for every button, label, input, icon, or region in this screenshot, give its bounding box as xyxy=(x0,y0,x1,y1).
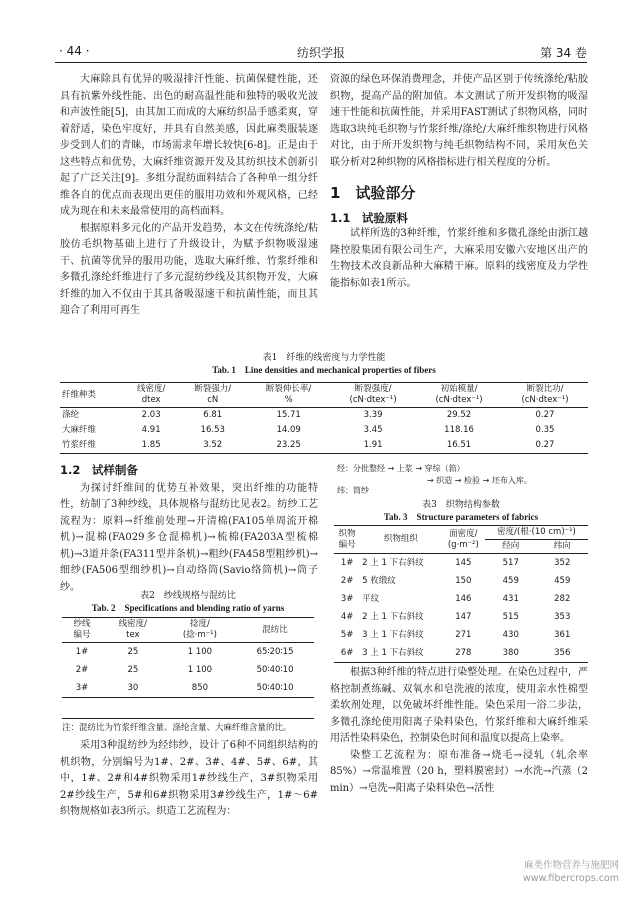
table1-caption: 表1 纤维的线密度与力学性能 Tab. 1 Line densities and mechanical properties of fibers xyxy=(212,353,436,375)
table-cell: 282 xyxy=(554,594,571,604)
table-row xyxy=(62,661,314,679)
t3-col-warp: 经向 xyxy=(485,540,536,554)
table-cell: 0.27 xyxy=(535,410,555,420)
table-cell: 2 上 1 下右斜纹 xyxy=(362,558,424,568)
t2-header-2: 捻度/ (捻·m⁻¹) xyxy=(164,618,236,643)
table-cell: 2# xyxy=(340,576,354,586)
table-cell: 145 xyxy=(455,558,472,568)
table-cell: 3.52 xyxy=(203,440,223,450)
table-cell: 271 xyxy=(455,630,472,640)
t1-header-0: 纤维种类 xyxy=(60,383,124,408)
table-cell: 356 xyxy=(554,648,571,658)
paragraph: 采用3种混纺纱为经纬纱，设计了6种不同组织结构的机织物，分别编号为1#、2#、3#、4#、5#、6#，其中，1#、2#和4#织物采用1#纱线生产，3#织物采用2#纱线生产，5#和6#织物采用3#纱线生产，1#～6#织物规格如表3所示。织造工艺流程为： xyxy=(60,740,318,817)
table-row xyxy=(334,590,588,608)
t2-header-0: 纱线 编号 xyxy=(62,618,102,643)
table-cell: 29.52 xyxy=(446,410,472,420)
table-row xyxy=(60,408,588,424)
volume-label: 第 34 卷 xyxy=(540,46,587,60)
table-cell: 25 xyxy=(127,665,139,675)
table-cell: 147 xyxy=(455,612,472,622)
t3-col-weft: 纬向 xyxy=(536,540,588,554)
t1-header-6: 断裂比功/ (cN·dtex⁻¹) xyxy=(502,383,588,408)
t2-header-1: 线密度/ tex xyxy=(102,618,164,643)
table-cell: 4# xyxy=(340,612,354,622)
table-row xyxy=(334,572,588,590)
journal-name: 纺织学报 xyxy=(296,46,345,60)
flow-main: → 织造 → 检验 → 坯布入库。 xyxy=(427,476,532,485)
table-cell: 23.25 xyxy=(276,440,301,450)
table-cell: 3# xyxy=(340,594,354,604)
table-cell: 3# xyxy=(75,683,89,693)
paragraph: 为探讨纤维间的优势互补效果，突出纤维的功能特性，纺制了3种纱线，具体规格与混纺比见表2。纺纱工艺流程为：原料→纤维前处理→开清棉(FA105单周流开棉机)→混棉(FA029多仓混棉机)→梳棉(FA203A型梳棉机)→3道并条(FA311型并条机)→粗纱(FA458型粗纱机)→细纱(FA506型细纱机)→自动络筒(Savio络筒机)→筒子纱。 xyxy=(60,482,318,593)
table-cell: 16.51 xyxy=(446,440,472,450)
paragraph: 资源的绿色环保消费理念，并使产品区别于传统涤纶/粘胶织物，提高产品的附加值。本文测试了所开发织物的吸湿速干性能和抗菌性能，并采用FAST测试了织物风格，同时选取3块纯毛织物与竹浆纤维/涤纶/大麻纤维织物进行风格对比，由于所开发织物与纯毛织物结构不同，采用灰色关联分析对2种织物的风格指标进行相关程度的分析。 xyxy=(330,74,588,168)
table-cell: 竹浆纤维 xyxy=(62,440,97,450)
table-cell: 16.53 xyxy=(200,425,225,435)
table-cell: 65∶20∶15 xyxy=(256,647,294,657)
flow-warp: 经：分批整经 → 上浆 → 穿综（筘） xyxy=(337,464,465,473)
table-cell: 涤纶 xyxy=(62,410,80,420)
table-cell: 380 xyxy=(502,648,519,658)
table2-note: 注：混纺比为竹浆纤维含量、涤纶含量、大麻纤维含量的比。 xyxy=(62,718,314,733)
table-cell: 大麻纤维 xyxy=(62,425,97,435)
table-cell: 3 上 1 下右斜纹 xyxy=(362,648,424,658)
subsection-heading: 1.1 试验原料 xyxy=(330,210,408,225)
paragraph: 染整工艺流程为：原布准备→烧毛→浸轧（轧余率85%）→常温堆置（20 h，塑料膜密封）→水洗→汽蒸（2 min）→皂洗→阳离子染料染色→活性 xyxy=(330,749,588,794)
table-cell: 0.27 xyxy=(535,440,555,450)
table-cell: 50∶40∶10 xyxy=(256,665,294,675)
table-cell: 430 xyxy=(502,630,519,640)
paragraph: 大麻除具有优异的吸湿排汗性能、抗菌保健性能，还具有抗紫外线性能、出色的耐高温性能和独特的吸收光波和声波性能[5]，由其加工而成的大麻纺织品手感柔爽，穿着舒适，染色牢度好，并具有自然美感，因此麻类服装逐步受到人们的青睐，市场需求年增长较快[6-8]。正是由于这些特点和优势，大麻纤维资源开发及其纺织技术创新引起了广泛关注[9]。多组分混纺面料结合了各种单一组分纤维各自的优点而表现出更佳的服用功效和外观风格，已经成为现在和未来最常使用的高档面料。 xyxy=(60,74,318,217)
table-cell: 2 上 1 下右斜纹 xyxy=(362,612,424,622)
table-cell: 14.09 xyxy=(276,425,301,435)
table-cell: 459 xyxy=(554,576,571,586)
t3-col-weave: 织物组织 xyxy=(360,526,441,554)
subsection-heading: 1.2 试样制备 xyxy=(60,463,138,477)
left-column-middle xyxy=(60,462,318,596)
table-cell: 361 xyxy=(554,630,571,640)
t3-col-density: 密度/(根·(10 cm)⁻¹) xyxy=(485,526,588,540)
table-cell: 3 上 1 下右斜纹 xyxy=(362,630,424,640)
table-cell: 5 枚缎纹 xyxy=(362,576,396,586)
t2-header-3: 混纺比 xyxy=(236,618,314,643)
t1-header-4: 断裂强度/ (cN·dtex⁻¹) xyxy=(330,383,416,408)
t1-header-5: 初始模量/ (cN·dtex⁻¹) xyxy=(416,383,502,408)
paragraph: 根据原料多元化的产品开发趋势，本文在传统涤纶/粘胶仿毛织物基础上进行了升级设计，为赋予织物吸湿速干、抗菌等优异的服用功能，选取大麻纤维、竹浆纤维和多微孔涤纶纤维进行了多元混纺纱线及其织物开发，大麻纤维的加入不仅由于其具备吸湿速干和抗菌性能，而且其迎合了利用可再生 xyxy=(60,222,318,316)
table-cell: 459 xyxy=(502,576,519,586)
table-cell: 15.71 xyxy=(276,410,301,420)
t3-col-areal: 面密度/ (g·m⁻²) xyxy=(442,526,485,554)
table-cell: 2.03 xyxy=(141,410,161,420)
table-row xyxy=(60,438,588,454)
table-cell: 6# xyxy=(340,648,354,658)
table2 xyxy=(62,617,314,698)
t1-header-3: 断裂伸长率/ % xyxy=(247,383,330,408)
table-cell: 0.35 xyxy=(535,425,555,435)
t1-header-1: 线密度/ dtex xyxy=(124,383,178,408)
table-row xyxy=(334,608,588,626)
table-cell: 1.85 xyxy=(141,440,161,450)
left-column-bottom xyxy=(60,738,318,821)
table-cell: 3.45 xyxy=(363,425,383,435)
section-heading: 1 试验部分 xyxy=(330,184,416,202)
table-cell: 5# xyxy=(340,630,354,640)
running-header xyxy=(55,40,587,63)
table-cell: 517 xyxy=(502,558,519,568)
table-cell: 6.81 xyxy=(203,410,223,420)
table-row xyxy=(62,643,314,662)
left-column-top xyxy=(60,72,318,320)
table-row xyxy=(334,626,588,644)
table-cell: 30 xyxy=(127,683,139,693)
table-row xyxy=(60,423,588,438)
table3-caption: 表3 织物结构参数 Tab. 3 Structure parameters of fabrics xyxy=(383,500,539,522)
table-cell: 353 xyxy=(554,612,571,622)
t3-col-id: 织物 编号 xyxy=(334,526,360,554)
table-cell: 1.91 xyxy=(363,440,383,450)
table-row xyxy=(334,644,588,663)
table-cell: 431 xyxy=(502,594,519,604)
table-cell: 3.39 xyxy=(363,410,383,420)
page-number: · 44 · xyxy=(59,44,90,58)
weaving-process-flow xyxy=(337,463,587,497)
table-cell: 352 xyxy=(554,558,571,568)
paragraph: 根据3种纤维的特点进行染整处理。在染色过程中，严格控制煮练碱、双氧水和皂洗液的浓度，使用亲水性棉型柔软剂处理，以免破坏纤维性能。染色采用一浴二步法，多微孔涤纶使用阳离子染料染色，竹浆纤维和大麻纤维采用活性染料染色，控制染色时间和温度以提高上染率。 xyxy=(330,667,588,744)
paragraph: 试样所选的3种纤维，竹浆纤维和多微孔涤纶由浙江越隆控股集团有限公司生产，大麻采用安徽六安地区出产的生物技术改良新品种大麻精干麻。原料的线密度及力学性能指标如表1所示。 xyxy=(330,228,588,289)
table-cell: 278 xyxy=(455,648,472,658)
table-cell: 118.16 xyxy=(444,425,474,435)
table-cell: 1# xyxy=(340,558,354,568)
table-cell: 25 xyxy=(127,647,139,657)
table-cell: 平纹 xyxy=(362,594,380,604)
flow-weft: 纬：筒纱 xyxy=(337,486,369,495)
table2-caption: 表2 纱线规格与混纺比 Tab. 2 Specifications and blending ratio of yarns xyxy=(91,591,285,613)
table-cell: 2# xyxy=(75,665,89,675)
watermark: 麻类作物营养与施肥网 www.fibercrops.com xyxy=(522,860,619,884)
t1-header-2: 断裂强力/ cN xyxy=(178,383,247,408)
table1 xyxy=(60,382,588,454)
table-cell: 50∶40∶10 xyxy=(256,683,294,693)
table-row xyxy=(334,554,588,573)
table-cell: 146 xyxy=(455,594,472,604)
table-row xyxy=(62,679,314,698)
table-cell: 1 100 xyxy=(187,665,213,675)
table-cell: 1 100 xyxy=(187,647,213,657)
table-cell: 1# xyxy=(75,647,89,657)
table-cell: 515 xyxy=(502,612,519,622)
table3 xyxy=(334,525,588,663)
table-cell: 4.91 xyxy=(141,425,161,435)
table-cell: 150 xyxy=(455,576,472,586)
right-column-top xyxy=(330,72,588,292)
right-column-bottom xyxy=(330,665,588,797)
table-cell: 850 xyxy=(191,683,209,693)
